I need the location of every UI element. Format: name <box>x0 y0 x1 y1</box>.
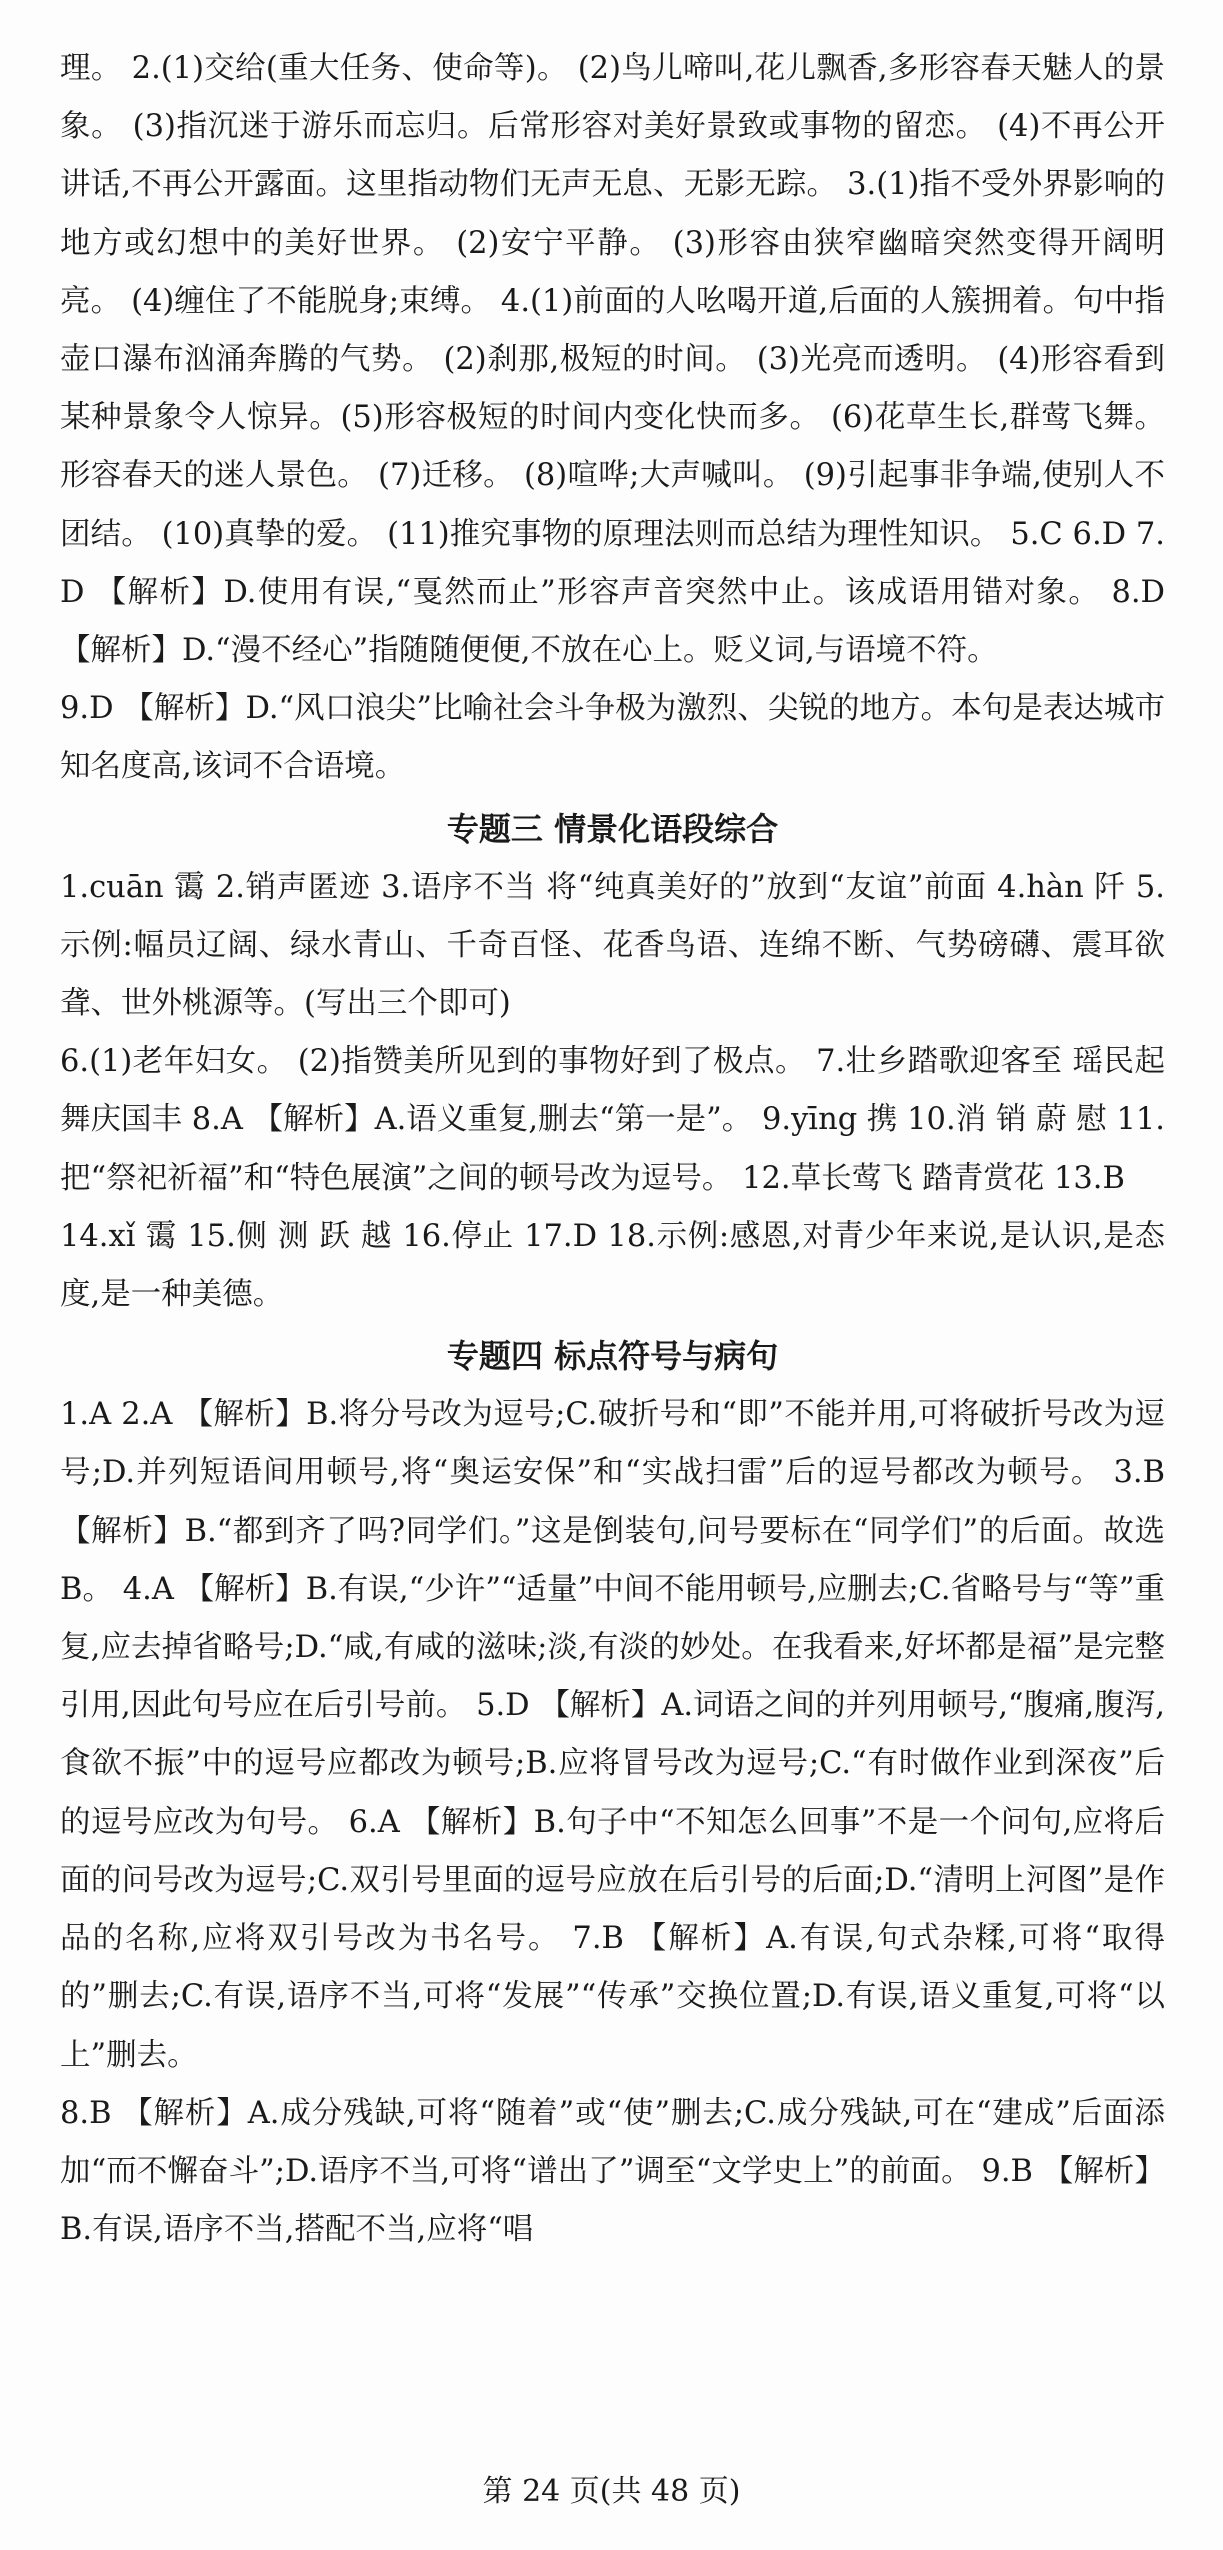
page-number-footer: 第 24 页(共 48 页) <box>482 2474 741 2509</box>
answer-content <box>60 40 1165 2259</box>
answer-paragraph-1: 理。 2.(1)交给(重大任务、使命等)。 (2)鸟儿啼叫,花儿飘香,多形容春天魅人的景象。 (3)指沉迷于游乐而忘归。后常形容对美好景致或事物的留恋。 (4)不再公开讲话,不再公开露面。这里指动物们无声无息、无影无踪。 3.(1)指不受外界影响的地方或幻想中的美好世界。 (2)安宁平静。 (3)形容由狭窄幽暗突然变得开阔明亮。 (4)缠住了不能脱身;束缚。 4.(1)前面的人吆喝开道,后面的人簇拥着。句中指壶口瀑布汹涌奔腾的气势。 (2)刹那,极短的时间。 (3)光亮而透明。 (4)形容看到某种景象令人惊异。(5)形容极短的时间内变化快而多。 (6)花草生长,群莺飞舞。形容春天的迷人景色。 (7)迁移。 (8)喧哗;大声喊叫。 (9)引起事非争端,使别人不团结。 (10)真挚的爱。 (11)推究事物的原理法则而总结为理性知识。 5.C 6.D 7.D 【解析】D.使用有误,“戛然而止”形容声音突然中止。该成语用错对象。 8.D 【解析】D.“漫不经心”指随随便便,不放在心上。贬义词,与语境不符。 <box>60 51 1165 669</box>
answer-paragraph-6: 1.A 2.A 【解析】B.将分号改为逗号;C.破折号和“即”不能并用,可将破折号改为逗号;D.并列短语间用顿号,将“奥运安保”和“实战扫雷”后的逗号都改为顿号。 3.B 【解析】B.“都到齐了吗?同学们。”这是倒装句,问号要标在“同学们”的后面。故选B。 4.A 【解析】B.有误,“少许”“适量”中间不能用顿号,应删去;C.省略号与“等”重复,应去掉省略号;D.“咸,有咸的滋味;淡,有淡的妙处。在我看来,好坏都是福”是完整引用,因此句号应在后引号前。 5.D 【解析】A.词语之间的并列用顿号,“腹痛,腹泻,食欲不振”中的逗号应都改为顿号;B.应将冒号改为逗号;C.“有时做作业到深夜”后的逗号应改为句号。 6.A 【解析】B.句子中“不知怎么回事”不是一个问句,应将后面的问号改为逗号;C.双引号里面的逗号应放在后引号的后面;D.“清明上河图”是作品的名称,应将双引号改为书名号。 7.B 【解析】A.有误,句式杂糅,可将“取得的”删去;C.有误,语序不当,可将“发展”“传承”交换位置;D.有误,语义重复,可将“以上”删去。 <box>60 1397 1165 2073</box>
answer-paragraph-2: 9.D 【解析】D.“风口浪尖”比喻社会斗争极为激烈、尖锐的地方。本句是表达城市知名度高,该词不合语境。 <box>60 691 1165 785</box>
section-heading-4: 专题四 标点符号与病句 <box>446 1337 779 1376</box>
section-heading-3: 专题三 情景化语段综合 <box>446 809 779 848</box>
answer-paragraph-3: 1.cuān 霭 2.销声匿迹 3.语序不当 将“纯真美好的”放到“友谊”前面 4.hàn 阡 5.示例:幅员辽阔、绿水青山、千奇百怪、花香鸟语、连绵不断、气势磅礴、震耳欲聋、世外桃源等。(写出三个即可) <box>60 869 1165 1022</box>
answer-paragraph-5: 14.xǐ 霭 15.侧 测 跃 越 16.停止 17.D 18.示例:感恩,对青少年来说,是认识,是态度,是一种美德。 <box>60 1218 1165 1313</box>
answer-paragraph-7: 8.B 【解析】A.成分残缺,可将“随着”或“使”删去;C.成分残缺,可在“建成”后面添加“而不懈奋斗”;D.语序不当,可将“谱出了”调至“文学史上”的前面。 9.B 【解析】B.有误,语序不当,搭配不当,应将“唱 <box>60 2095 1166 2248</box>
answer-paragraph-4: 6.(1)老年妇女。 (2)指赞美所见到的事物好到了极点。 7.壮乡踏歌迎客至 瑶民起舞庆国丰 8.A 【解析】A.语义重复,删去“第一是”。 9.yīng 携 10.消 销 蔚 慰 11.把“祭祀祈福”和“特色展演”之间的顿号改为逗号。 12.草长莺飞 踏青赏花 13.B <box>60 1044 1165 1196</box>
